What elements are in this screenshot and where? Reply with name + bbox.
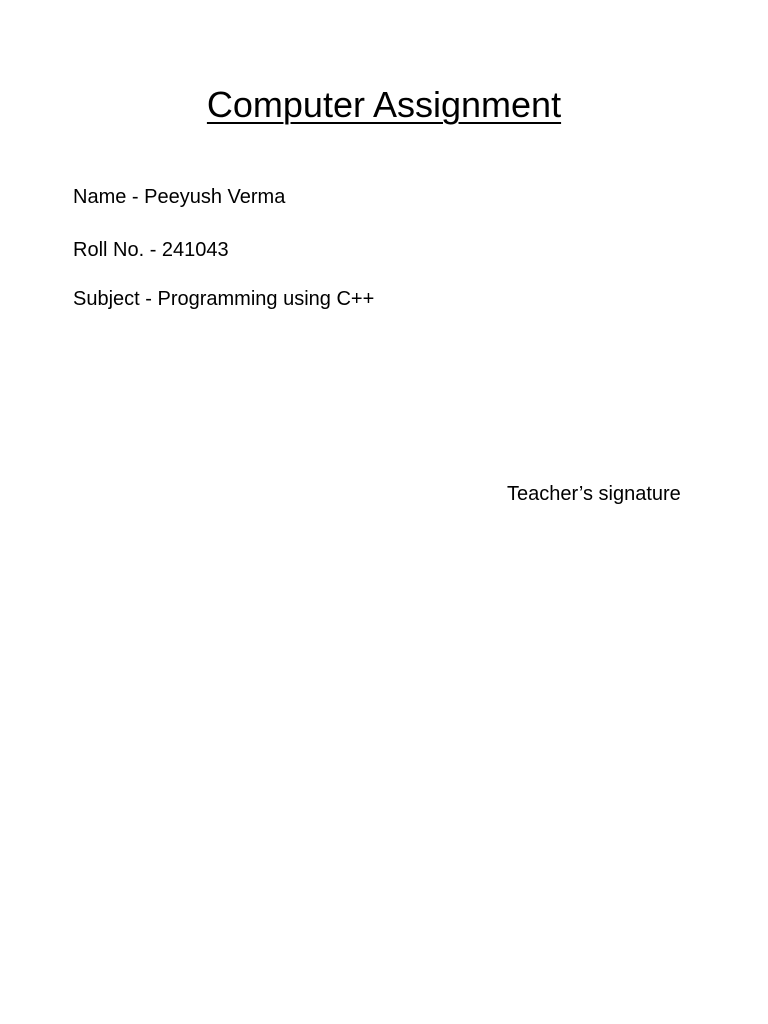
page-title: Computer Assignment — [206, 84, 562, 125]
student-name: Name - Peeyush Verma — [73, 186, 286, 208]
roll-number: Roll No. - 241043 — [73, 239, 229, 261]
subject-line: Subject - Programming using C++ — [73, 288, 375, 310]
teacher-signature-label: Teacher’s signature — [507, 483, 681, 505]
